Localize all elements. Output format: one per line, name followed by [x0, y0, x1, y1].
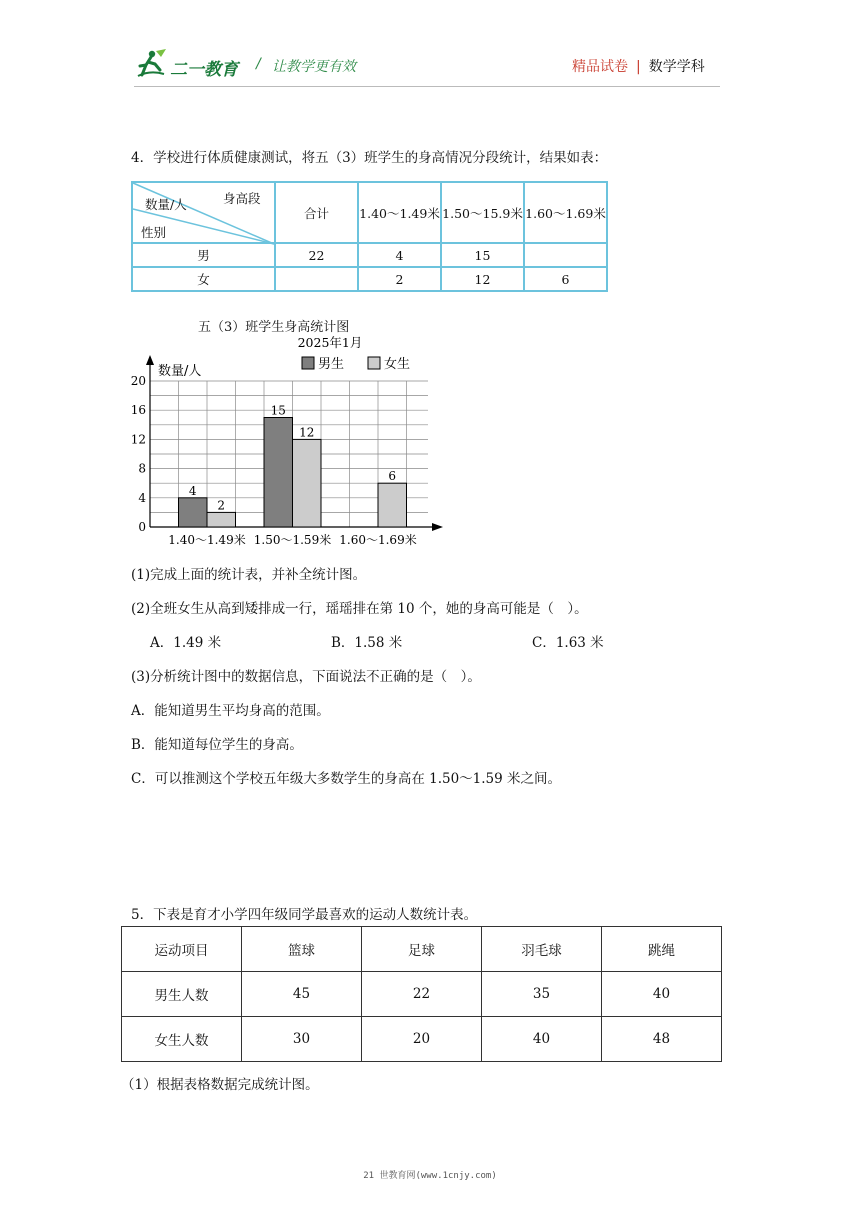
q5-cell: 35 — [482, 972, 602, 1017]
bar — [207, 512, 236, 527]
y-axis-arrow-icon — [146, 355, 154, 365]
table-row — [132, 267, 607, 291]
chart-subtitle: 2025年1月 — [297, 335, 363, 350]
q4-sub2: (2)全班女生从高到矮排成一行，瑶瑶排在第 10 个，她的身高可能是（ ）。 — [131, 601, 588, 617]
q5-cell: 20 — [362, 1017, 482, 1062]
q4-table — [131, 181, 608, 292]
page-footer: 21 世教育网(www.1cnjy.com) — [363, 1171, 497, 1181]
legend-label: 女生 — [384, 357, 411, 372]
chart-title: 五（3）班学生身高统计图 — [198, 320, 350, 335]
bar — [293, 439, 322, 527]
table-row — [132, 243, 607, 267]
y-axis-label: 数量/人 — [158, 364, 202, 379]
q5-cell: 22 — [362, 972, 482, 1017]
bar — [378, 483, 407, 527]
legend-swatch — [302, 357, 314, 369]
q4-row-label: 男 — [132, 243, 275, 267]
y-tick-label: 4 — [138, 490, 146, 505]
y-tick-label: 20 — [130, 374, 146, 388]
bar-value-label: 12 — [299, 425, 315, 440]
x-tick-label: 1.40～1.49米 — [168, 533, 246, 547]
q5-cell: 40 — [482, 1017, 602, 1062]
q4-cell — [524, 243, 607, 267]
corner-label-height: 身高段 — [223, 191, 261, 206]
q5-header: 足球 — [362, 927, 482, 972]
bar-value-label: 4 — [188, 483, 197, 498]
q5-cell: 48 — [602, 1017, 722, 1062]
q4-cell: 2 — [358, 267, 441, 291]
q4-header-range-3: 1.60～1.69米 — [524, 182, 607, 243]
q5-table — [121, 926, 722, 1062]
q4-sub3-option-c: C．可以推测这个学校五年级大多数学生的身高在 1.50～1.59 米之间。 — [131, 771, 562, 787]
q5-stem: 5．下表是育才小学四年级同学最喜欢的运动人数统计表。 — [131, 907, 478, 923]
table-row — [122, 972, 722, 1017]
y-tick-label: 16 — [130, 403, 146, 418]
q5-header: 篮球 — [242, 927, 362, 972]
legend-swatch — [368, 357, 380, 369]
q4-stem: 4．学校进行体质健康测试，将五（3）班学生的身高情况分段统计，结果如表： — [131, 150, 608, 166]
q5-header: 跳绳 — [602, 927, 722, 972]
q5-cell: 40 — [602, 972, 722, 1017]
header-tag-subject: 数学学科 — [648, 59, 705, 75]
corner-label-count: 数量/人 — [145, 197, 187, 212]
q4-cell: 4 — [358, 243, 441, 267]
q4-cell: 15 — [441, 243, 524, 267]
header-right — [572, 56, 705, 76]
bar-value-label: 2 — [217, 498, 226, 513]
height-bar-chart — [130, 335, 450, 547]
y-tick-label: 0 — [138, 520, 146, 534]
legend-label: 男生 — [318, 357, 345, 372]
q4-sub3-option-a: A．能知道男生平均身高的范围。 — [131, 703, 330, 719]
q4-header-range-1: 1.40～1.49米 — [358, 182, 441, 243]
table-row — [122, 1017, 722, 1062]
y-tick-label: 8 — [138, 461, 146, 476]
y-tick-label: 12 — [130, 432, 146, 447]
q4-cell — [275, 267, 358, 291]
q5-sub1: （1）根据表格数据完成统计图。 — [121, 1077, 319, 1093]
header-tag-premium: 精品试卷 — [572, 59, 628, 75]
brand-name: 二一教育 — [170, 60, 238, 80]
table-row — [122, 927, 722, 972]
q5-header: 羽毛球 — [482, 927, 602, 972]
q4-sub3-option-b: B．能知道每位学生的身高。 — [131, 737, 303, 753]
bar — [179, 498, 208, 527]
q4-cell: 6 — [524, 267, 607, 291]
runner-logo-icon — [136, 48, 168, 78]
bar-value-label: 6 — [388, 469, 397, 484]
x-tick-label: 1.60～1.69米 — [339, 533, 417, 547]
q4-header-range-2: 1.50～15.9米 — [441, 182, 524, 243]
q5-row-label: 男生人数 — [122, 972, 242, 1017]
q5-header: 运动项目 — [122, 927, 242, 972]
q4-cell: 22 — [275, 243, 358, 267]
x-axis-arrow-icon — [432, 523, 443, 531]
bar-value-label: 15 — [270, 403, 286, 418]
q4-header-total: 合计 — [275, 182, 358, 243]
header-logo — [136, 48, 168, 78]
header-separator: / — [256, 56, 261, 72]
q4-sub2-option-c: C．1.63 米 — [532, 635, 604, 651]
q5-cell: 30 — [242, 1017, 362, 1062]
q4-sub2-option-b: B．1.58 米 — [331, 635, 403, 651]
header-divider: | — [636, 59, 641, 75]
q4-sub2-option-a: A．1.49 米 — [150, 635, 222, 651]
q5-cell: 45 — [242, 972, 362, 1017]
q4-table-corner — [132, 182, 275, 243]
corner-label-gender: 性别 — [141, 225, 167, 240]
q4-cell: 12 — [441, 267, 524, 291]
q5-row-label: 女生人数 — [122, 1017, 242, 1062]
q4-sub1: (1)完成上面的统计表，并补全统计图。 — [131, 567, 367, 583]
q4-sub3: (3)分析统计图中的数据信息，下面说法不正确的是（ ）。 — [131, 669, 481, 685]
q4-row-label: 女 — [132, 267, 275, 291]
x-tick-label: 1.50～1.59米 — [253, 533, 332, 547]
header-slogan: 让教学更有效 — [272, 59, 356, 75]
header-rule — [134, 86, 720, 87]
bar — [264, 418, 293, 528]
